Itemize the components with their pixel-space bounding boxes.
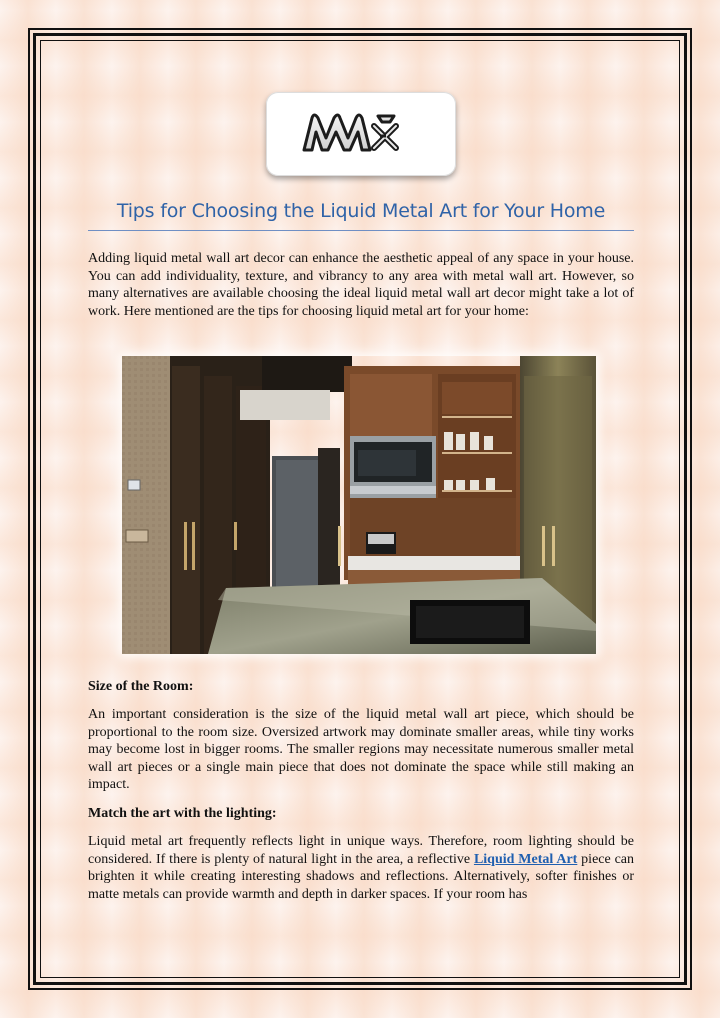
lighting-text-before-link: Liquid metal art frequently reflects light in unique ways. Therefore, room lighting should be considered. If there is plenty of natural light in the area, a reflective xyxy=(88,834,634,867)
mx-logo xyxy=(266,92,456,176)
section-heading-lighting: Match the art with the lighting: xyxy=(88,806,277,821)
title-underline xyxy=(88,230,634,231)
intro-paragraph: Adding liquid metal wall art decor can enhance the aesthetic appeal of any space in your house. You can add individuality, texture, and vibrancy to any area with metal wall art. However, so many alternatives are available choosing the ideal liquid metal wall art decor might take a lot of work. Here mentioned are the tips for choosing liquid metal art for your home: xyxy=(88,251,634,319)
kitchen-photo xyxy=(122,356,596,654)
liquid-metal-art-link[interactable]: Liquid Metal Art xyxy=(473,851,578,867)
section-body-size: An important consideration is the size of the liquid metal wall art piece, which should be proportional to the room size. Oversized artwork may dominate smaller areas, while tiny works may become lost in bigger rooms. The smaller regions may necessitate numerous smaller metal wall art pieces or a single main piece that does not dominate the space while still making an impact. xyxy=(88,707,634,793)
lighting-text-after-link: piece can brighten it while creating interesting shadows and reflections. Alternatively, softer finishes or matte metals can provide warmth and depth in darker spaces. If your room has xyxy=(88,851,634,902)
kitchen-image xyxy=(122,356,596,654)
section-body-lighting xyxy=(88,833,634,903)
document-title: Tips for Choosing the Liquid Metal Art for Your Home xyxy=(116,200,606,222)
section-heading-size: Size of the Room: xyxy=(88,679,194,694)
mx-logo-icon xyxy=(266,92,456,176)
